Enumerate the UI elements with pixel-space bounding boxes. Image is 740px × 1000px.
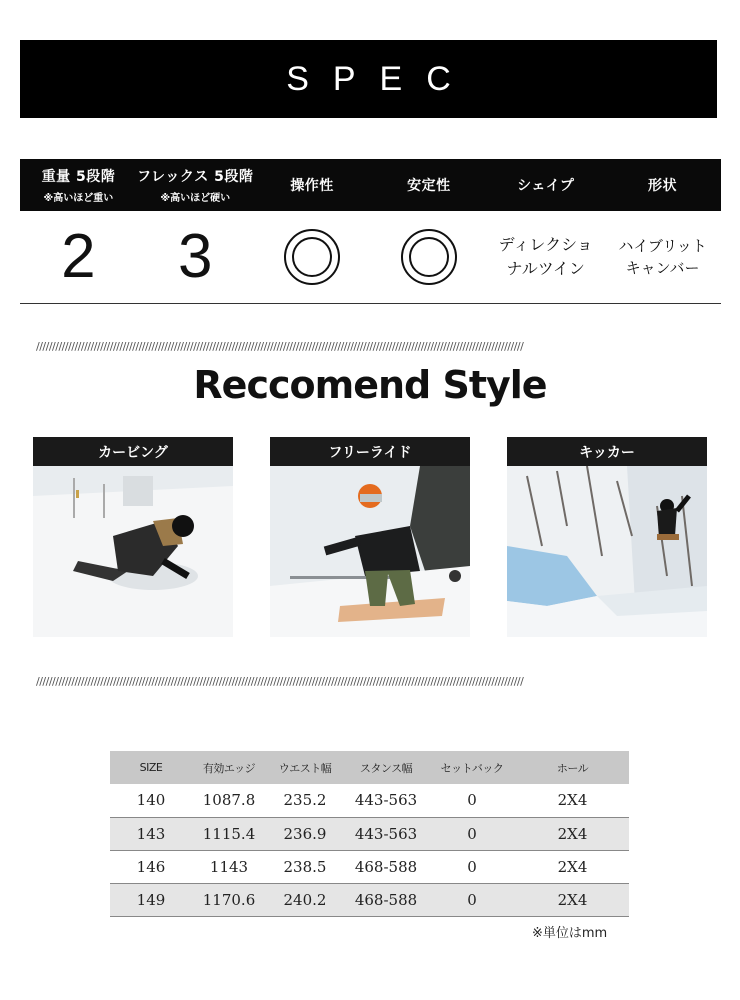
style-label-freeride: フリーライド <box>270 437 470 466</box>
col-size: SIZE <box>110 751 192 784</box>
col-hole: ホール <box>516 751 629 784</box>
freeride-illustration <box>270 466 470 637</box>
kicker-photo <box>507 466 707 637</box>
profile-value: ハイブリットキャンバー <box>618 237 707 277</box>
header-profile: 形状 <box>648 178 678 194</box>
slash-divider-top: //////////////////////////////////////////////////////////////////////////////////////////////////////////////////////////////////////////////////////// <box>36 340 524 353</box>
handling-double-circle-icon <box>284 229 340 285</box>
flex-value: 3 <box>178 222 213 291</box>
header-weight: 重量 5段階 ※高いほど重い <box>41 169 116 204</box>
size-table <box>110 751 629 917</box>
style-card-kicker <box>507 437 707 637</box>
table-row: 143 1115.4 236.9 443-563 0 2X4 <box>110 817 629 850</box>
style-card-carving <box>33 437 233 637</box>
kicker-illustration <box>507 466 707 637</box>
table-row: 140 1087.8 235.2 443-563 0 2X4 <box>110 784 629 817</box>
stability-double-circle-icon <box>401 229 457 285</box>
style-card-freeride <box>270 437 470 637</box>
header-handling: 操作性 <box>290 178 334 194</box>
style-label-kicker: キッカー <box>507 437 707 466</box>
slash-divider-bottom: //////////////////////////////////////////////////////////////////////////////////////////////////////////////////////////////////////////////////////// <box>36 675 524 688</box>
header-flex: フレックス 5段階 ※高いほど硬い <box>137 169 254 204</box>
col-setback: セットバック <box>428 751 516 784</box>
size-table-header-row <box>110 751 629 784</box>
table-row: 146 1143 238.5 468-588 0 2X4 <box>110 850 629 883</box>
header-shape: シェイプ <box>517 178 575 194</box>
carving-photo <box>33 466 233 637</box>
spec-table-header <box>20 159 721 211</box>
header-stability: 安定性 <box>407 178 451 194</box>
style-label-carving: カービング <box>33 437 233 466</box>
freeride-photo <box>270 466 470 637</box>
col-effective-edge: 有効エッジ <box>192 751 266 784</box>
spec-banner <box>20 40 717 118</box>
unit-note: ※単位はmm <box>532 926 608 941</box>
col-waist-width: ウエスト幅 <box>266 751 344 784</box>
spec-title: SPEC <box>286 59 475 98</box>
col-stance-width: スタンス幅 <box>344 751 428 784</box>
shape-value: ディレクショナルツイン <box>498 235 593 278</box>
weight-value: 2 <box>61 222 96 291</box>
recommend-style-title: Reccomend Style <box>193 363 547 407</box>
spec-table-values <box>20 211 721 304</box>
table-row: 149 1170.6 240.2 468-588 0 2X4 <box>110 883 629 916</box>
carving-illustration <box>33 466 233 637</box>
